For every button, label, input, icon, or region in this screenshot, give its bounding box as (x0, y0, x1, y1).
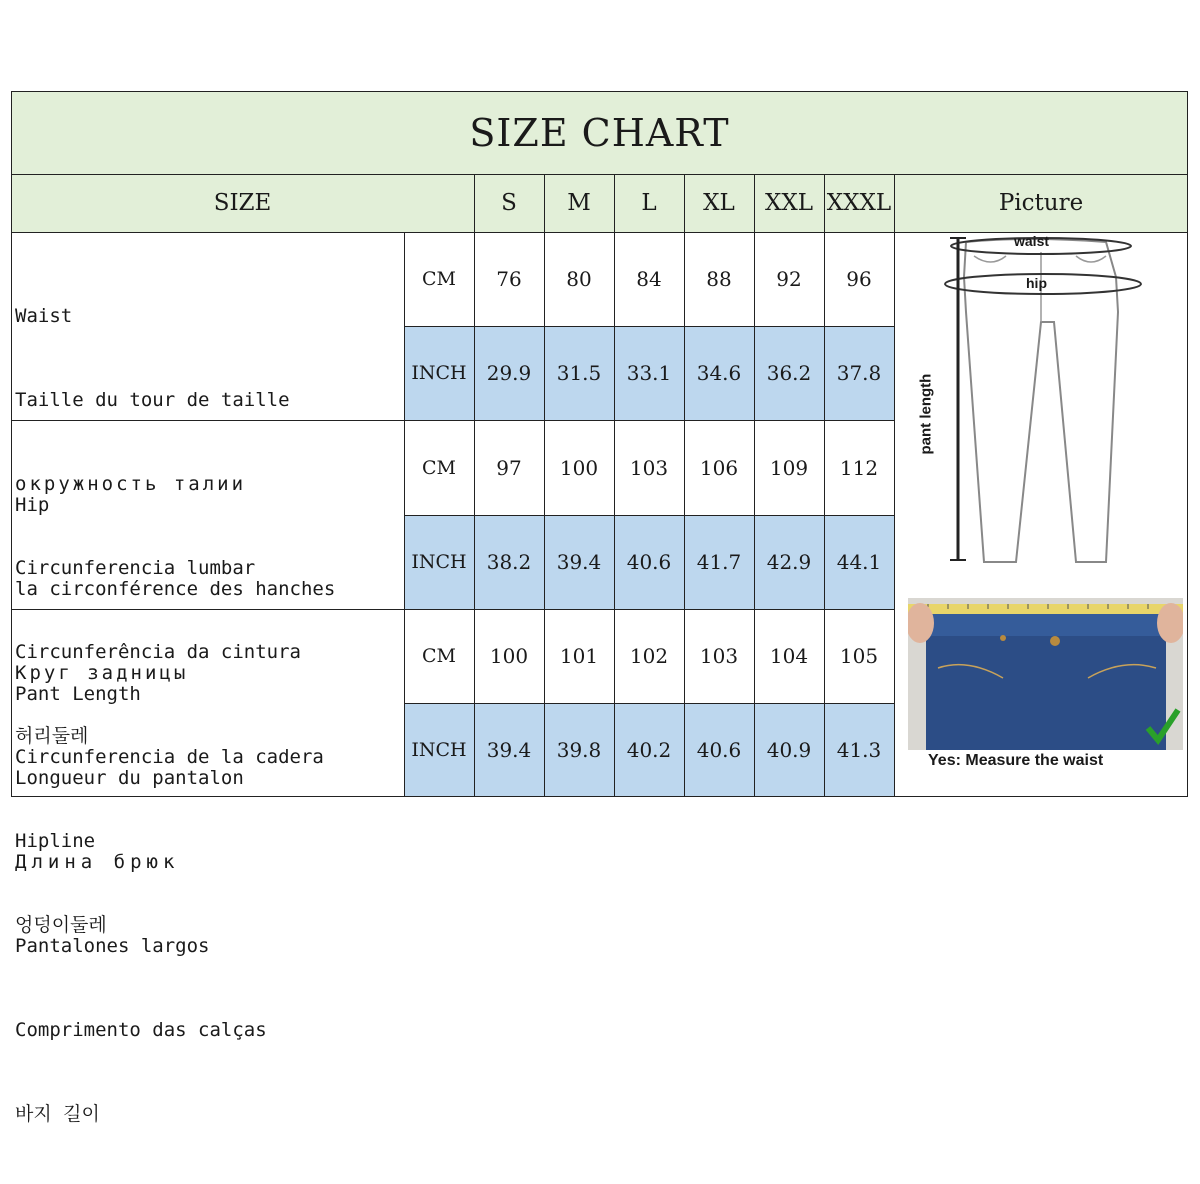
desc-line: Taille du tour de taille (15, 389, 290, 411)
cm-value: 84 (636, 267, 662, 291)
inch-value: 41.3 (824, 703, 894, 797)
desc-line: окружность талии (15, 473, 247, 495)
unit-inch: INCH (404, 703, 474, 797)
inch-value: 41.7 (684, 515, 754, 609)
inch-value: 31.5 (544, 326, 614, 420)
size-col-xxxl: XXXL (824, 174, 894, 232)
pant-length-label: pant length (917, 373, 935, 455)
unit-cm: CM (422, 268, 456, 290)
pant-length-description (15, 624, 267, 1184)
inch-value: 34.6 (684, 326, 754, 420)
desc-line: 허리둘레 (15, 725, 89, 747)
desc-line: Длина брюк (15, 851, 180, 873)
hip-label: hip (1026, 275, 1047, 291)
size-chart-table (11, 91, 1188, 1125)
inch-value: 39.4 (544, 515, 614, 609)
cm-value: 96 (846, 267, 872, 291)
jeans-photo (908, 598, 1183, 750)
inch-value: 40.2 (614, 703, 684, 797)
unit-cm: CM (422, 456, 456, 479)
desc-line: Longueur du pantalon (15, 767, 244, 789)
waist-label: waist (1014, 233, 1050, 249)
cm-value: 100 (559, 455, 599, 480)
cm-value: 97 (496, 455, 522, 480)
inch-value: 39.8 (544, 703, 614, 797)
unit-inch: INCH (404, 515, 474, 609)
unit-cm: CM (422, 645, 456, 667)
desc-line: Pantalones largos (15, 935, 210, 957)
inch-value: 39.4 (474, 703, 544, 797)
inch-value: 36.2 (754, 326, 824, 420)
cm-value: 100 (489, 644, 529, 668)
inch-value: 37.8 (824, 326, 894, 420)
cm-value: 104 (769, 644, 809, 668)
size-col-l: L (614, 174, 684, 232)
cm-value: 109 (769, 455, 809, 480)
cm-value: 102 (629, 644, 669, 668)
cm-value: 103 (699, 644, 739, 668)
cm-value: 88 (706, 267, 732, 291)
size-col-xl: XL (684, 174, 754, 232)
desc-line: Waist (15, 305, 73, 327)
desc-line: 엉덩이둘레 (15, 914, 107, 936)
inch-value: 40.6 (684, 703, 754, 797)
cm-value: 76 (496, 267, 522, 291)
measuring-tape (908, 604, 1183, 614)
desc-line: Circunferencia lumbar (15, 557, 256, 579)
desc-line: 바지 길이 (15, 1103, 100, 1125)
cm-value: 103 (629, 455, 669, 480)
desc-line: Hip (15, 494, 50, 516)
picture-header: Picture (894, 174, 1188, 232)
inch-value: 40.9 (754, 703, 824, 797)
chart-title: SIZE CHART (11, 91, 1188, 174)
inch-value: 29.9 (474, 326, 544, 420)
inch-value: 42.9 (754, 515, 824, 609)
size-col-s: S (474, 174, 544, 232)
inch-value: 40.6 (614, 515, 684, 609)
cm-value: 101 (559, 644, 599, 668)
cm-value: 92 (776, 267, 802, 291)
desc-line: Circunferência da cintura (15, 641, 301, 663)
size-header: SIZE (11, 174, 474, 232)
inch-value: 33.1 (614, 326, 684, 420)
desc-line: Circunferencia de la cadera (15, 746, 324, 768)
inch-value: 38.2 (474, 515, 544, 609)
desc-line: Hipline (15, 830, 96, 852)
cm-value: 80 (566, 267, 592, 291)
photo-caption: Yes: Measure the waist (928, 752, 1104, 769)
desc-line: Pant Length (15, 683, 141, 705)
size-col-xxl: XXL (754, 174, 824, 232)
unit-inch: INCH (404, 326, 474, 420)
desc-line: Comprimento das calças (15, 1019, 267, 1041)
cm-value: 112 (839, 455, 879, 480)
desc-line: Круг задницы (15, 662, 189, 684)
desc-line: la circonférence des hanches (15, 578, 336, 600)
cm-value: 105 (839, 644, 879, 668)
inch-value: 44.1 (824, 515, 894, 609)
size-col-m: M (544, 174, 614, 232)
cm-value: 106 (699, 455, 739, 480)
